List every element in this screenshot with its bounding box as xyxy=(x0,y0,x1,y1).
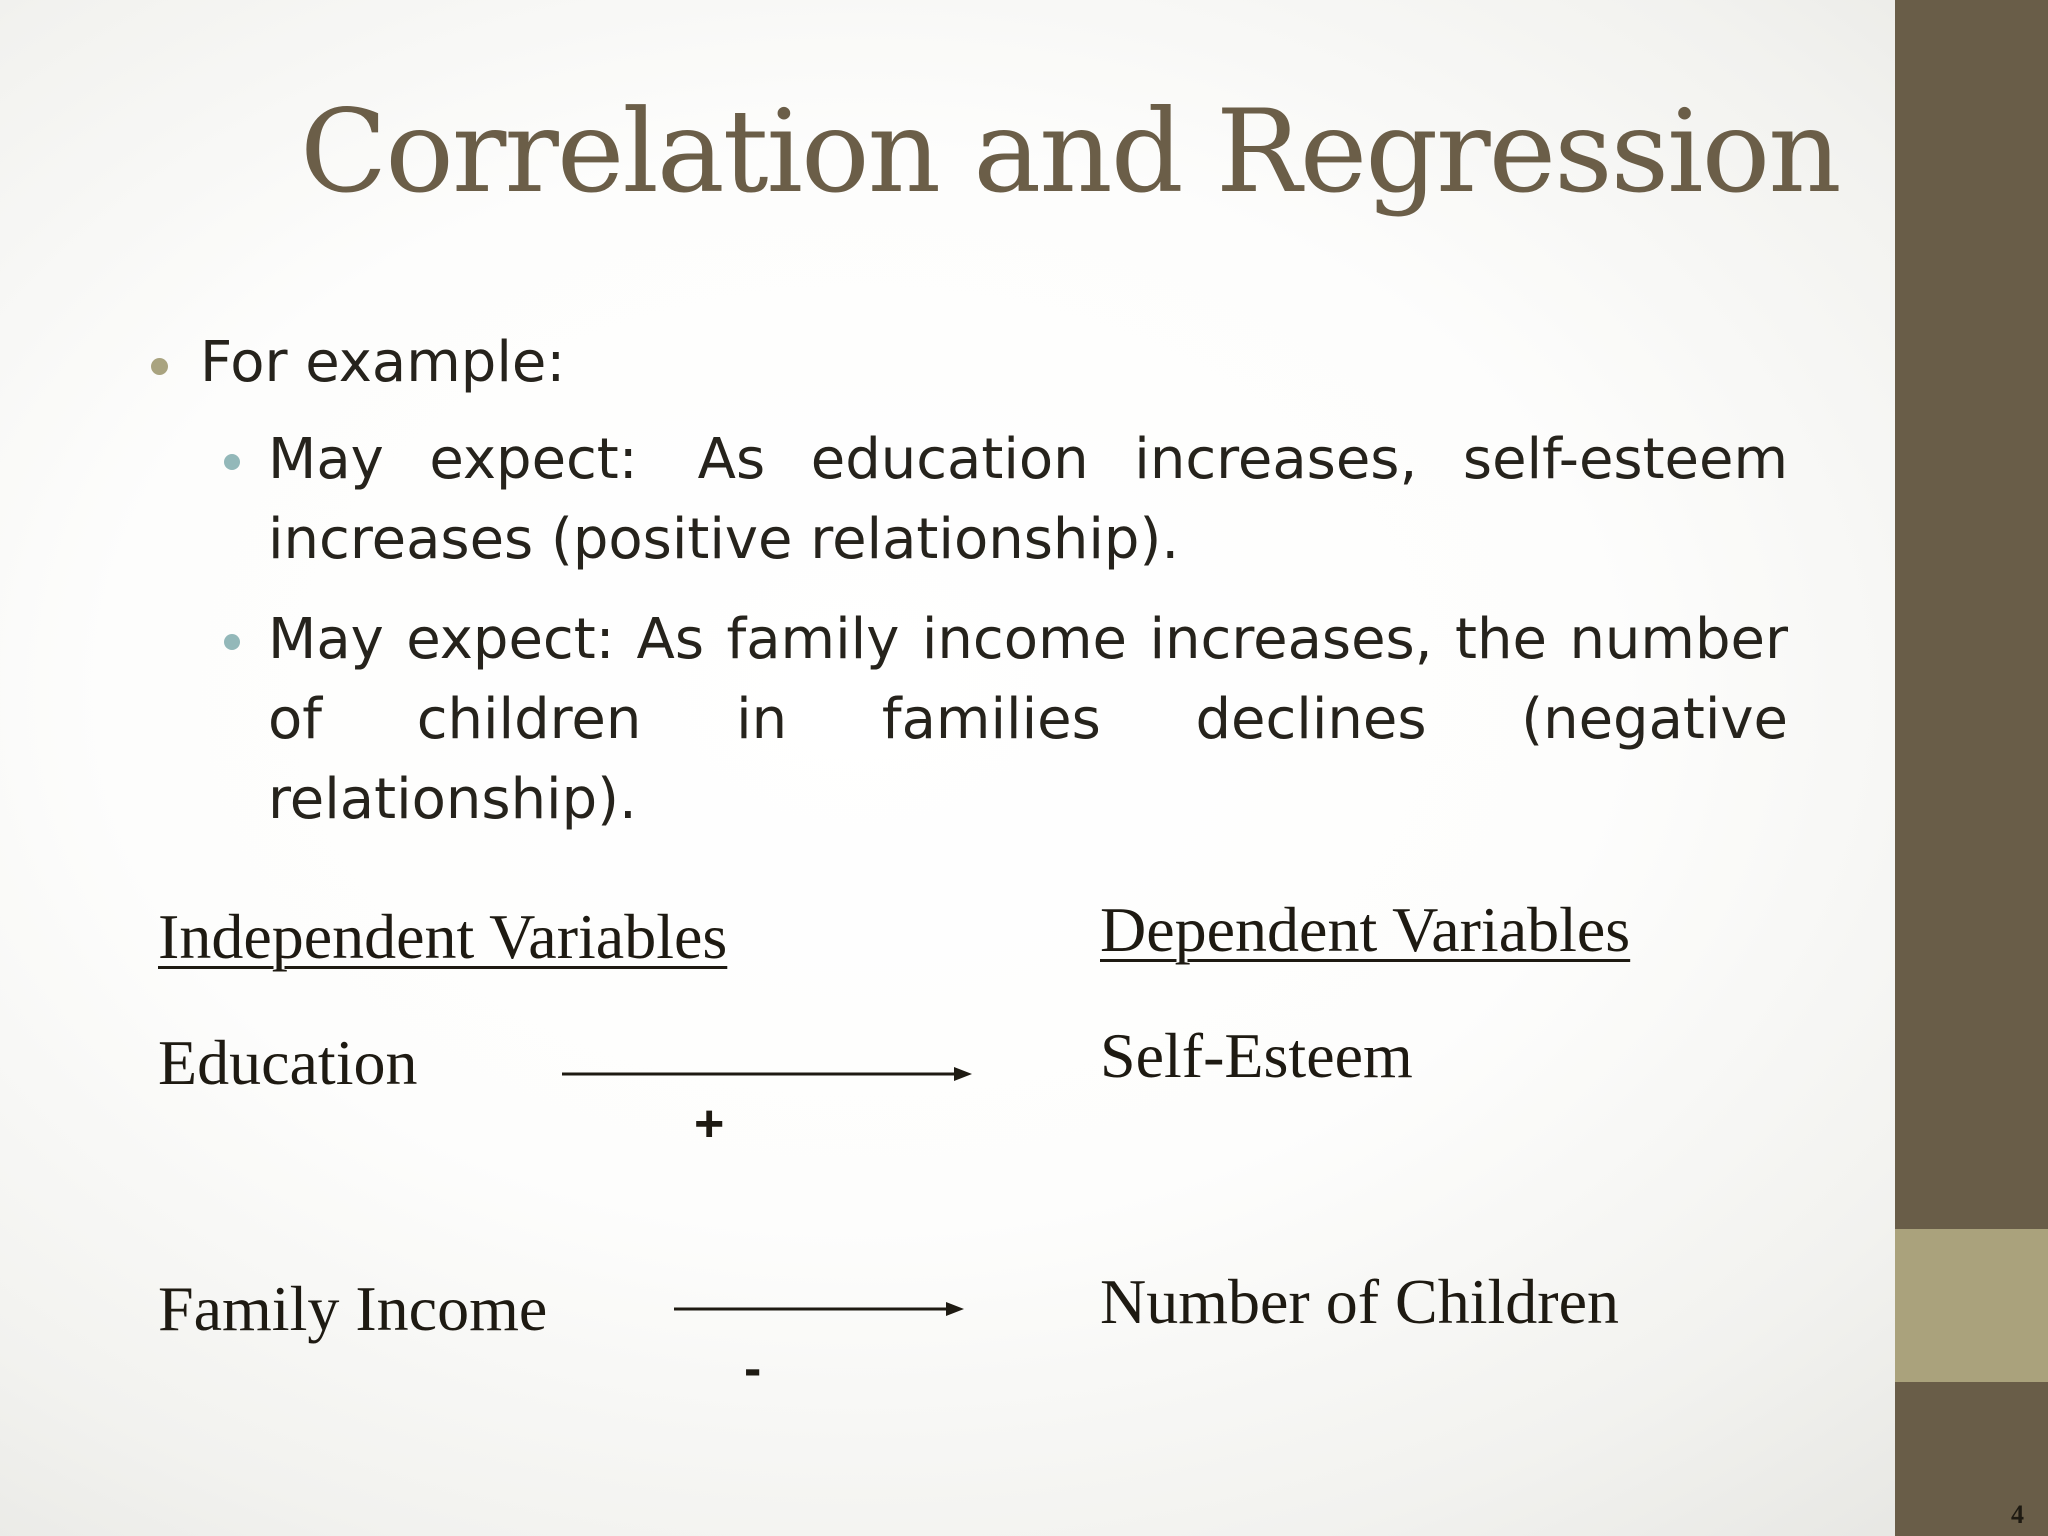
page-number: 4 xyxy=(2011,1500,2024,1529)
independent-variables-header: Independent Variables xyxy=(158,901,728,972)
bullet-level2-education xyxy=(268,420,1788,580)
dependent-variables-header: Dependent Variables xyxy=(1100,894,1631,965)
bullet-text: As family income increases, the number of children in families declines (negative relationship). xyxy=(268,607,1788,832)
bullet-level2-income xyxy=(268,600,1788,840)
dependent-variable-number-of-children: Number of Children xyxy=(1100,1266,1619,1337)
bullet-dot-icon xyxy=(224,634,240,650)
negative-arrow-icon xyxy=(674,1299,964,1319)
independent-variable-family-income: Family Income xyxy=(158,1273,548,1344)
bullet-text: As education increases, self-esteem increases (positive relationship). xyxy=(268,427,1788,572)
bullet-lead: May expect: xyxy=(268,607,615,672)
bullet-level1 xyxy=(200,323,565,403)
bullet-lead: May expect: xyxy=(268,427,638,492)
slide-title: Correlation and Regression xyxy=(300,85,1840,218)
positive-arrow-icon xyxy=(562,1064,972,1084)
relation-sign-negative: - xyxy=(744,1340,762,1398)
bullet-dot-icon xyxy=(151,358,168,375)
dependent-variable-self-esteem: Self-Esteem xyxy=(1100,1020,1413,1091)
independent-variable-education: Education xyxy=(158,1027,418,1098)
relation-sign-positive: + xyxy=(694,1095,725,1153)
sidebar-accent-band xyxy=(1895,1229,2048,1382)
bullet-text: For example: xyxy=(200,330,566,395)
bullet-dot-icon xyxy=(224,454,240,470)
